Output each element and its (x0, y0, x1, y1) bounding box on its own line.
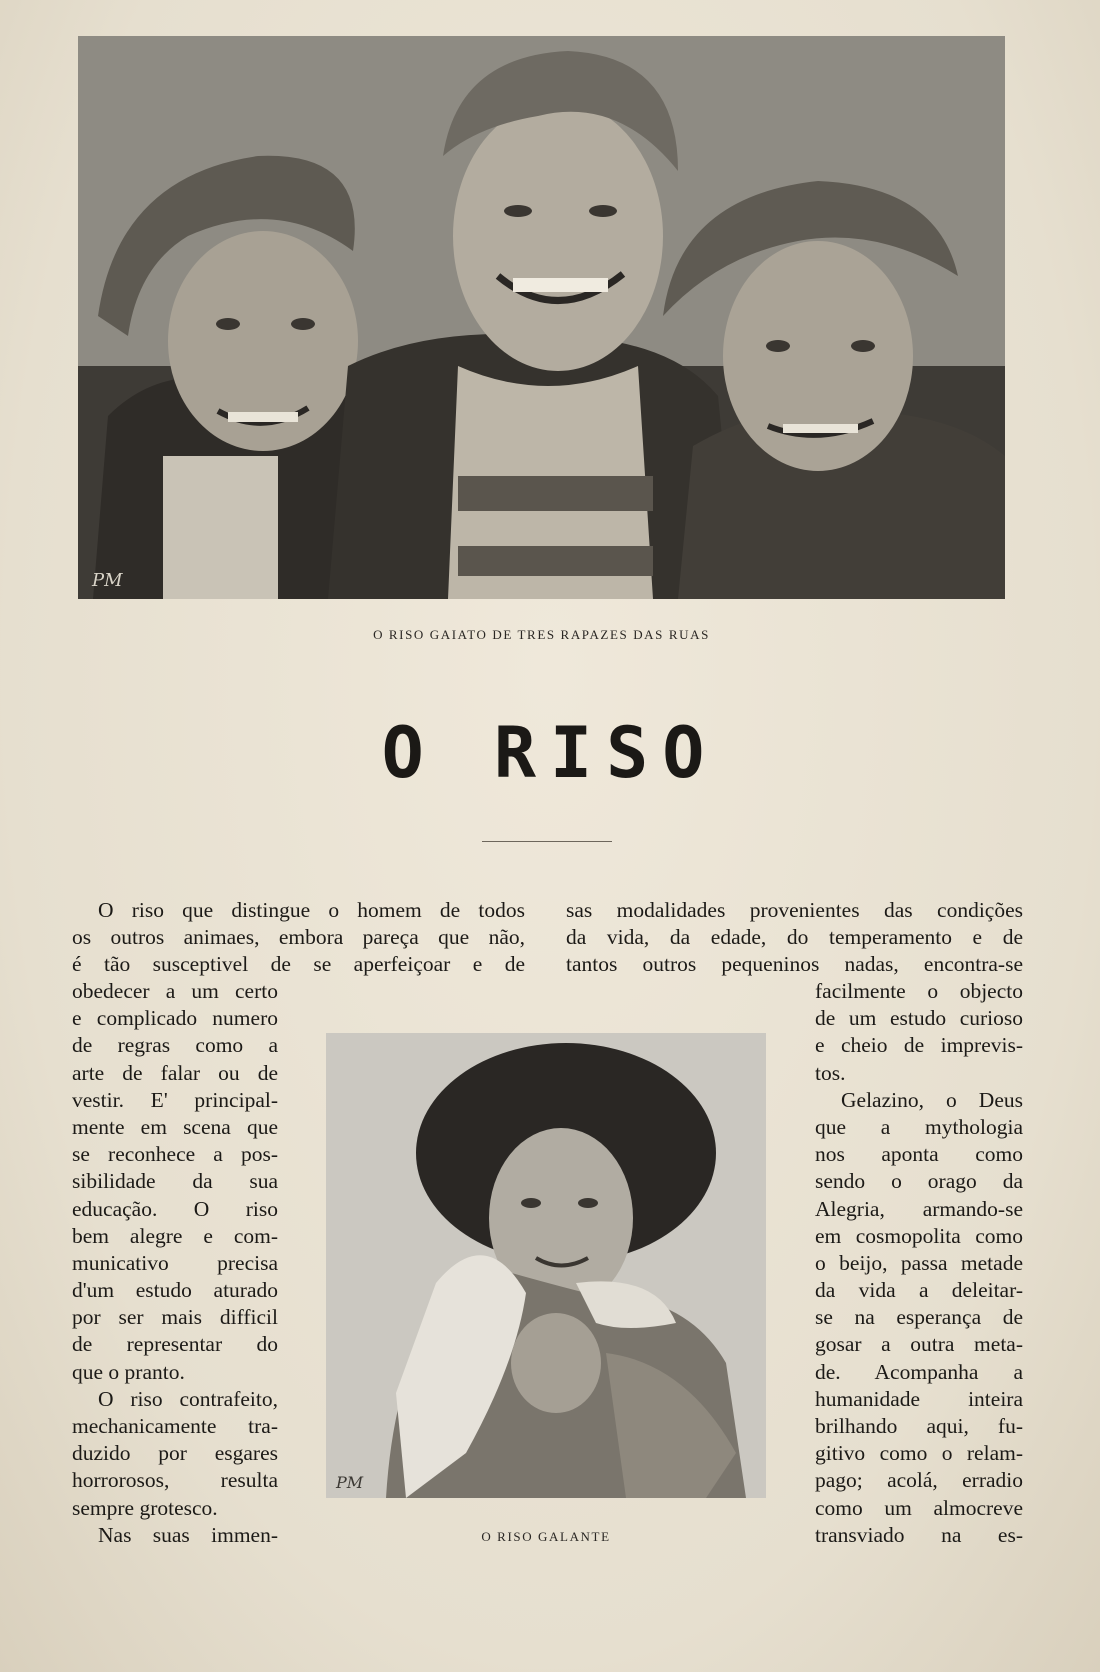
text-line: da vida a deleitar- (815, 1278, 1023, 1303)
text-line: que o pranto. (72, 1359, 185, 1384)
left-column-narrow (72, 978, 278, 1549)
text-line: da vida, da edade, do temperamento e de (566, 925, 1023, 950)
three-street-boys-photo (78, 36, 1005, 599)
text-line: tantos outros pequeninos nadas, encontra-se (566, 952, 1023, 977)
text-line: de um estudo curioso (815, 1006, 1023, 1031)
text-line: pago; acolá, erradio (815, 1468, 1023, 1493)
text-line: Alegria, armando-se (815, 1196, 1023, 1221)
text-line: em cosmopolita como (815, 1223, 1023, 1248)
text-line: O riso contrafeito, (98, 1386, 278, 1411)
text-line: humanidade inteira (815, 1386, 1023, 1411)
middle-photo-caption: O RISO GALANTE (481, 1529, 611, 1544)
text-line: por ser mais difficil (72, 1305, 278, 1330)
text-line: sendo o orago da (815, 1169, 1023, 1194)
text-line: e cheio de imprevis- (815, 1033, 1023, 1058)
text-line: e complicado numero (72, 1006, 278, 1031)
text-line: O riso que distingue o homem de todos (98, 898, 525, 922)
text-line: sibilidade da sua (72, 1169, 278, 1194)
right-column-full-width (566, 897, 1023, 979)
laughing-woman-photo (326, 1033, 766, 1498)
text-line: municativo precisa (72, 1250, 278, 1275)
text-line: facilmente o objecto (815, 979, 1023, 1003)
text-line: o beijo, passa metade (815, 1250, 1023, 1275)
text-line: tos. (815, 1060, 846, 1085)
text-line: se reconhece a pos- (72, 1142, 278, 1167)
text-line: duzido por esgares (72, 1441, 278, 1466)
photographer-monogram: PM (92, 570, 123, 591)
top-photo-caption: O RISO GAIATO DE TRES RAPAZES DAS RUAS (373, 627, 710, 642)
title-divider (482, 841, 612, 842)
text-line: que a mythologia (815, 1114, 1023, 1139)
text-line: gosar a outra meta- (815, 1332, 1023, 1357)
text-line: de. Acompanha a (815, 1359, 1023, 1384)
text-line: mechanicamente tra- (72, 1414, 278, 1438)
text-line: Nas suas immen- (98, 1522, 278, 1547)
text-line: sempre grotesco. (72, 1495, 218, 1520)
text-line: d'um estudo aturado (72, 1278, 278, 1303)
text-line: mente em scena que (72, 1114, 278, 1139)
text-line: obedecer a um certo (72, 979, 278, 1003)
left-column-full-width (72, 897, 525, 979)
article-title: O RISO (381, 712, 719, 794)
text-line: os outros animaes, embora pareça que não, (72, 925, 525, 950)
text-line: Gelazino, o Deus (841, 1087, 1023, 1112)
text-line: vestir. E' principal- (72, 1087, 278, 1112)
text-line: se na esperança de (815, 1305, 1023, 1330)
text-line: gitivo como o relam- (815, 1441, 1023, 1466)
text-line: horrorosos, resulta (72, 1468, 278, 1493)
text-line: arte de falar ou de (72, 1060, 278, 1085)
text-line: transviado na es- (815, 1522, 1023, 1547)
text-line: é tão susceptivel de se aperfeiçoar e de (72, 952, 525, 977)
text-line: nos aponta como (815, 1142, 1023, 1167)
photographer-monogram: PM (336, 1473, 364, 1492)
text-line: bem alegre e com- (72, 1223, 278, 1248)
right-column-narrow (815, 978, 1023, 1549)
text-line: de representar do (72, 1332, 278, 1357)
text-line: brilhando aqui, fu- (815, 1414, 1023, 1438)
text-line: educação. O riso (72, 1196, 278, 1221)
text-line: de regras como a (72, 1033, 278, 1058)
text-line: sas modalidades provenientes das condições (566, 898, 1023, 922)
text-line: como um almocreve (815, 1495, 1023, 1520)
